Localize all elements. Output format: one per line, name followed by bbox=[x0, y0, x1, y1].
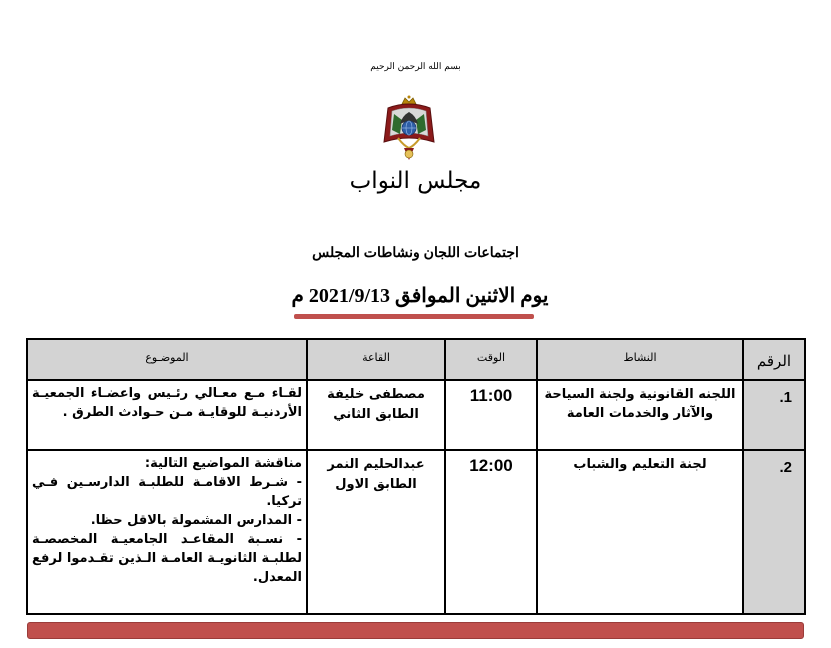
footer-bar bbox=[27, 622, 804, 639]
row-time-cell: 12:00 bbox=[445, 450, 537, 614]
row-activity-cell: لجنة التعليم والشباب bbox=[537, 450, 743, 614]
parliament-logo-text: مجلس النواب bbox=[349, 168, 482, 194]
header-number: الرقم bbox=[743, 339, 805, 380]
page-heading: اجتماعات اللجان ونشاطات المجلس bbox=[312, 244, 519, 260]
schedule-table bbox=[26, 338, 806, 615]
row-time-cell: 11:00 bbox=[445, 380, 537, 450]
basmala: بسم الله الرحمن الرحيم bbox=[370, 62, 461, 72]
row-number-cell: 2. bbox=[743, 450, 805, 614]
date-underline bbox=[294, 314, 534, 319]
row-activity-cell: اللجنه القانونية ولجنة السياحة والآثار والخدمات العامة bbox=[537, 380, 743, 450]
row-number-cell: 1. bbox=[743, 380, 805, 450]
jordan-coat-of-arms-icon bbox=[378, 94, 440, 164]
header-activity: النشاط bbox=[537, 339, 743, 380]
table-row bbox=[27, 450, 805, 614]
date-line: يوم الاثنين الموافق 2021/9/13 م bbox=[291, 285, 549, 307]
subject-line: لقـاء مـع معـالي رئـيس واعضـاء الجمعيـة الأردنيـة للوقايـة مـن حـوادث الطرق . bbox=[32, 386, 302, 420]
header-time: الوقت bbox=[445, 339, 537, 380]
subject-line: - شـرط الاقامـة للطلبـة الدارسـين فـي تركيا. bbox=[32, 475, 302, 509]
row-hall-cell: عبدالحليم النمر الطابق الاول bbox=[307, 450, 445, 614]
row-subject-cell bbox=[27, 380, 307, 450]
row-hall-cell: مصطفى خليفة الطابق الثاني bbox=[307, 380, 445, 450]
header-subject: الموضـوع bbox=[27, 339, 307, 380]
row-subject-cell bbox=[27, 450, 307, 614]
subject-line: - نسـبة المقاعـد الجامعيـة المخصصـة لطلبـة الثانويـة العامـة الـذين تقـدموا لرفع المعدل. bbox=[32, 532, 302, 585]
header-hall: القاعة bbox=[307, 339, 445, 380]
table-header-row bbox=[27, 339, 805, 380]
subject-line: مناقشة المواضيع التالية: bbox=[144, 456, 302, 471]
table-row bbox=[27, 380, 805, 450]
subject-line: - المدارس المشمولة بالاقل حظا. bbox=[90, 513, 302, 528]
